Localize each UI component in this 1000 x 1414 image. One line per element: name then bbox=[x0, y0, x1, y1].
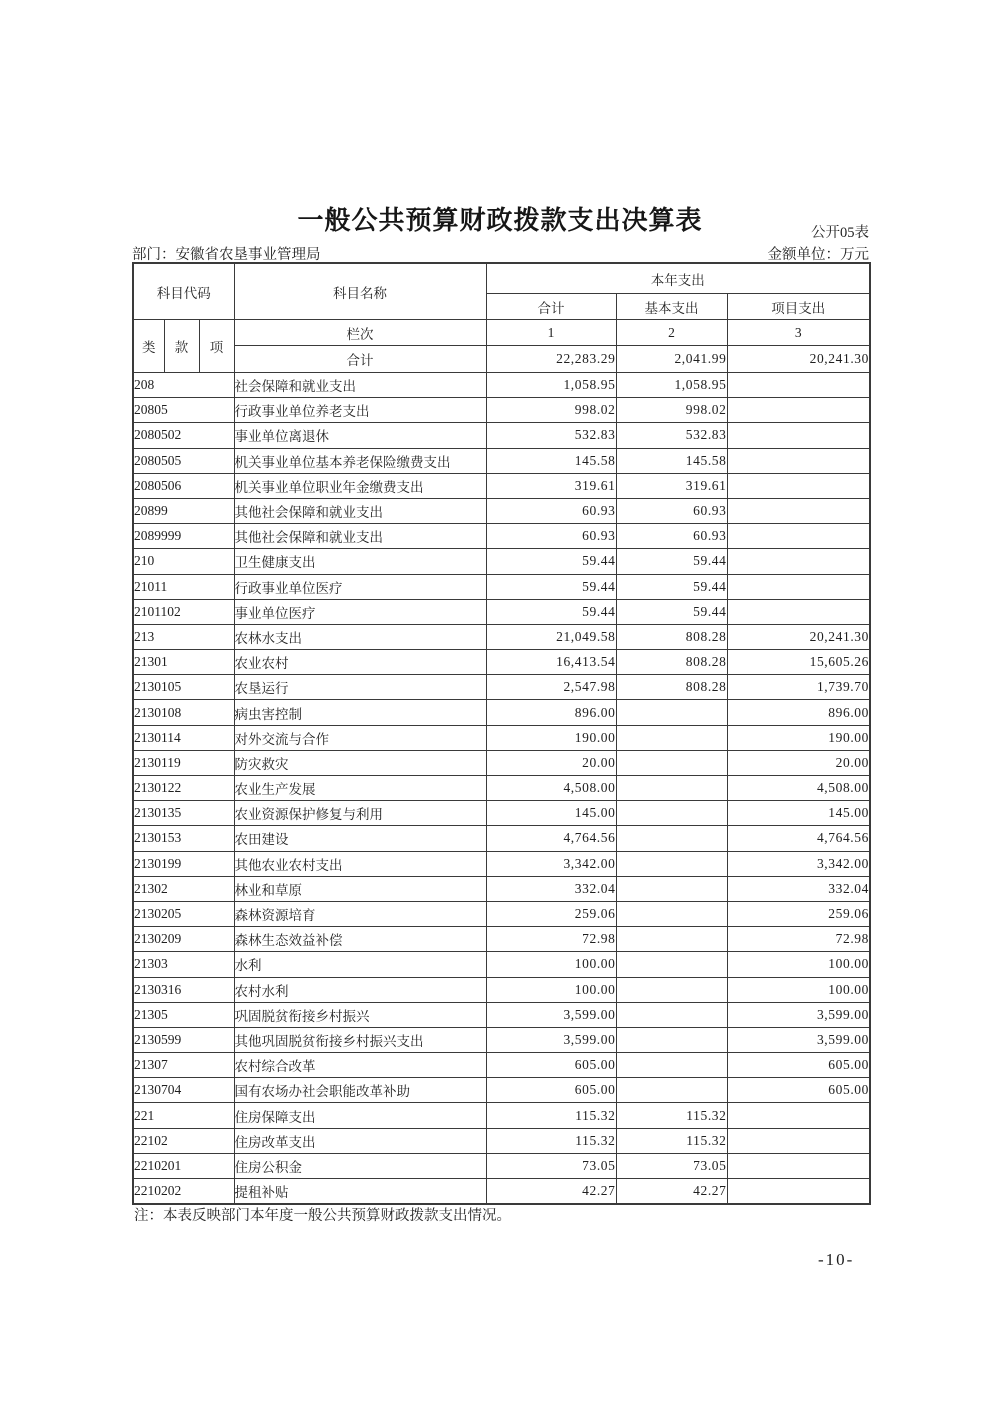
header-subject-name: 科目名称 bbox=[234, 263, 486, 320]
row-code-cell: 2210201 bbox=[133, 1153, 234, 1178]
row-name-cell: 事业单位医疗 bbox=[234, 599, 486, 624]
row-code-cell: 22102 bbox=[133, 1128, 234, 1153]
grand-total-project: 20,241.30 bbox=[727, 346, 870, 373]
row-basic-cell: 532.83 bbox=[616, 423, 727, 448]
row-basic-cell: 808.28 bbox=[616, 675, 727, 700]
row-total-cell: 896.00 bbox=[486, 700, 616, 725]
row-name-cell: 住房改革支出 bbox=[234, 1128, 486, 1153]
row-name-cell: 防灾救灾 bbox=[234, 750, 486, 775]
row-name-cell: 农村综合改革 bbox=[234, 1053, 486, 1078]
row-name-cell: 其他巩固脱贫衔接乡村振兴支出 bbox=[234, 1027, 486, 1052]
table-row bbox=[133, 398, 870, 423]
row-basic-cell bbox=[616, 1053, 727, 1078]
row-project-cell bbox=[727, 1128, 870, 1153]
row-name-cell: 林业和草原 bbox=[234, 876, 486, 901]
row-basic-cell bbox=[616, 826, 727, 851]
row-code-cell: 21301 bbox=[133, 650, 234, 675]
header-section: 款 bbox=[164, 320, 199, 373]
row-total-cell: 59.44 bbox=[486, 574, 616, 599]
row-name-cell: 其他农业农村支出 bbox=[234, 851, 486, 876]
row-code-cell: 208 bbox=[133, 373, 234, 398]
row-project-cell bbox=[727, 524, 870, 549]
row-name-cell: 农业农村 bbox=[234, 650, 486, 675]
row-name-cell: 农田建设 bbox=[234, 826, 486, 851]
row-basic-cell: 59.44 bbox=[616, 574, 727, 599]
table-row bbox=[133, 1128, 870, 1153]
row-name-cell: 农垦运行 bbox=[234, 675, 486, 700]
table-row bbox=[133, 952, 870, 977]
row-project-cell: 100.00 bbox=[727, 952, 870, 977]
row-name-cell: 水利 bbox=[234, 952, 486, 977]
row-total-cell: 115.32 bbox=[486, 1103, 616, 1128]
grand-total-basic: 2,041.99 bbox=[616, 346, 727, 373]
expense-table bbox=[132, 262, 871, 1205]
row-basic-cell: 808.28 bbox=[616, 624, 727, 649]
row-total-cell: 332.04 bbox=[486, 876, 616, 901]
row-project-cell: 20.00 bbox=[727, 750, 870, 775]
row-code-cell: 2130209 bbox=[133, 927, 234, 952]
row-code-cell: 2130704 bbox=[133, 1078, 234, 1103]
row-basic-cell bbox=[616, 776, 727, 801]
table-row bbox=[133, 725, 870, 750]
row-project-cell bbox=[727, 1153, 870, 1178]
header-subject-code: 科目代码 bbox=[133, 263, 234, 320]
row-total-cell: 59.44 bbox=[486, 549, 616, 574]
table-row bbox=[133, 826, 870, 851]
row-total-cell: 605.00 bbox=[486, 1053, 616, 1078]
row-basic-cell bbox=[616, 1078, 727, 1103]
row-basic-cell bbox=[616, 901, 727, 926]
row-project-cell: 3,599.00 bbox=[727, 1027, 870, 1052]
table-row bbox=[133, 624, 870, 649]
row-name-cell: 巩固脱贫衔接乡村振兴 bbox=[234, 1002, 486, 1027]
row-name-cell: 森林资源培育 bbox=[234, 901, 486, 926]
row-total-cell: 259.06 bbox=[486, 901, 616, 926]
row-basic-cell bbox=[616, 725, 727, 750]
header-total: 合计 bbox=[486, 294, 616, 320]
row-total-cell: 3,599.00 bbox=[486, 1027, 616, 1052]
table-row bbox=[133, 700, 870, 725]
table-row bbox=[133, 650, 870, 675]
row-name-cell: 住房保障支出 bbox=[234, 1103, 486, 1128]
row-name-cell: 其他社会保障和就业支出 bbox=[234, 498, 486, 523]
table-row bbox=[133, 1002, 870, 1027]
row-project-cell: 332.04 bbox=[727, 876, 870, 901]
row-project-cell: 190.00 bbox=[727, 725, 870, 750]
row-basic-cell: 59.44 bbox=[616, 599, 727, 624]
row-basic-cell bbox=[616, 750, 727, 775]
row-name-cell: 住房公积金 bbox=[234, 1153, 486, 1178]
row-project-cell: 145.00 bbox=[727, 801, 870, 826]
table-row bbox=[133, 498, 870, 523]
row-total-cell: 3,342.00 bbox=[486, 851, 616, 876]
header-col2: 2 bbox=[616, 320, 727, 346]
row-basic-cell: 808.28 bbox=[616, 650, 727, 675]
table-header bbox=[133, 263, 870, 373]
row-name-cell: 行政事业单位医疗 bbox=[234, 574, 486, 599]
row-code-cell: 2130153 bbox=[133, 826, 234, 851]
row-name-cell: 事业单位离退休 bbox=[234, 423, 486, 448]
header-item: 项 bbox=[199, 320, 234, 373]
row-total-cell: 100.00 bbox=[486, 977, 616, 1002]
row-project-cell bbox=[727, 549, 870, 574]
row-project-cell bbox=[727, 1103, 870, 1128]
unit-line: 金额单位：万元 bbox=[767, 247, 869, 263]
row-name-cell: 病虫害控制 bbox=[234, 700, 486, 725]
row-project-cell: 605.00 bbox=[727, 1078, 870, 1103]
row-total-cell: 3,599.00 bbox=[486, 1002, 616, 1027]
row-total-cell: 998.02 bbox=[486, 398, 616, 423]
table-row bbox=[133, 373, 870, 398]
row-total-cell: 73.05 bbox=[486, 1153, 616, 1178]
row-project-cell: 259.06 bbox=[727, 901, 870, 926]
header-col1: 1 bbox=[486, 320, 616, 346]
row-project-cell: 4,764.56 bbox=[727, 826, 870, 851]
row-basic-cell: 115.32 bbox=[616, 1128, 727, 1153]
row-basic-cell: 60.93 bbox=[616, 498, 727, 523]
row-name-cell: 农业生产发展 bbox=[234, 776, 486, 801]
row-code-cell: 2080506 bbox=[133, 473, 234, 498]
row-basic-cell: 998.02 bbox=[616, 398, 727, 423]
table-row bbox=[133, 750, 870, 775]
row-code-cell: 2130105 bbox=[133, 675, 234, 700]
row-total-cell: 145.00 bbox=[486, 801, 616, 826]
row-project-cell bbox=[727, 473, 870, 498]
page-number: -10- bbox=[818, 1250, 855, 1269]
row-code-cell: 2089999 bbox=[133, 524, 234, 549]
row-project-cell: 3,342.00 bbox=[727, 851, 870, 876]
row-basic-cell: 115.32 bbox=[616, 1103, 727, 1128]
row-name-cell: 农村水利 bbox=[234, 977, 486, 1002]
row-code-cell: 2130122 bbox=[133, 776, 234, 801]
table-row bbox=[133, 599, 870, 624]
table-row bbox=[133, 776, 870, 801]
row-name-cell: 农林水支出 bbox=[234, 624, 486, 649]
row-name-cell: 行政事业单位养老支出 bbox=[234, 398, 486, 423]
row-code-cell: 21302 bbox=[133, 876, 234, 901]
row-basic-cell bbox=[616, 977, 727, 1002]
table-row bbox=[133, 801, 870, 826]
row-code-cell: 213 bbox=[133, 624, 234, 649]
row-code-cell: 2080505 bbox=[133, 448, 234, 473]
row-name-cell: 国有农场办社会职能改革补助 bbox=[234, 1078, 486, 1103]
row-total-cell: 20.00 bbox=[486, 750, 616, 775]
header-current-year-expense: 本年支出 bbox=[486, 263, 870, 294]
row-total-cell: 72.98 bbox=[486, 927, 616, 952]
doc-title: 一般公共预算财政拨款支出决算表 bbox=[297, 205, 703, 236]
row-code-cell: 210 bbox=[133, 549, 234, 574]
row-basic-cell: 60.93 bbox=[616, 524, 727, 549]
row-code-cell: 21307 bbox=[133, 1053, 234, 1078]
row-basic-cell bbox=[616, 801, 727, 826]
row-code-cell: 2210202 bbox=[133, 1179, 234, 1204]
row-total-cell: 2,547.98 bbox=[486, 675, 616, 700]
table-row bbox=[133, 574, 870, 599]
table-row bbox=[133, 675, 870, 700]
row-basic-cell: 59.44 bbox=[616, 549, 727, 574]
meta-line bbox=[132, 243, 869, 264]
row-project-cell: 1,739.70 bbox=[727, 675, 870, 700]
row-total-cell: 21,049.58 bbox=[486, 624, 616, 649]
table-row bbox=[133, 473, 870, 498]
header-basic-expense: 基本支出 bbox=[616, 294, 727, 320]
table-row bbox=[133, 1053, 870, 1078]
grand-total-total: 22,283.29 bbox=[486, 346, 616, 373]
row-total-cell: 190.00 bbox=[486, 725, 616, 750]
row-code-cell: 21305 bbox=[133, 1002, 234, 1027]
table-row bbox=[133, 1153, 870, 1178]
table-row bbox=[133, 977, 870, 1002]
table-row bbox=[133, 1179, 870, 1204]
row-name-cell: 机关事业单位职业年金缴费支出 bbox=[234, 473, 486, 498]
row-basic-cell bbox=[616, 700, 727, 725]
table-row bbox=[133, 1027, 870, 1052]
row-name-cell: 森林生态效益补偿 bbox=[234, 927, 486, 952]
row-basic-cell bbox=[616, 952, 727, 977]
header-col3: 3 bbox=[727, 320, 870, 346]
table-row bbox=[133, 927, 870, 952]
row-total-cell: 115.32 bbox=[486, 1128, 616, 1153]
row-name-cell: 其他社会保障和就业支出 bbox=[234, 524, 486, 549]
header-project-expense: 项目支出 bbox=[727, 294, 870, 320]
row-project-cell bbox=[727, 1179, 870, 1204]
row-total-cell: 319.61 bbox=[486, 473, 616, 498]
row-code-cell: 21011 bbox=[133, 574, 234, 599]
row-code-cell: 2130199 bbox=[133, 851, 234, 876]
row-project-cell bbox=[727, 599, 870, 624]
row-code-cell: 21303 bbox=[133, 952, 234, 977]
table-row bbox=[133, 851, 870, 876]
row-code-cell: 2130119 bbox=[133, 750, 234, 775]
table-row bbox=[133, 876, 870, 901]
table-row bbox=[133, 901, 870, 926]
row-name-cell: 农业资源保护修复与利用 bbox=[234, 801, 486, 826]
row-basic-cell: 145.58 bbox=[616, 448, 727, 473]
row-basic-cell bbox=[616, 1027, 727, 1052]
row-name-cell: 提租补贴 bbox=[234, 1179, 486, 1204]
header-class: 类 bbox=[133, 320, 164, 373]
row-project-cell: 4,508.00 bbox=[727, 776, 870, 801]
row-name-cell: 社会保障和就业支出 bbox=[234, 373, 486, 398]
row-basic-cell bbox=[616, 876, 727, 901]
header-column-label: 栏次 bbox=[234, 320, 486, 346]
row-total-cell: 1,058.95 bbox=[486, 373, 616, 398]
row-code-cell: 2101102 bbox=[133, 599, 234, 624]
row-basic-cell: 42.27 bbox=[616, 1179, 727, 1204]
row-project-cell bbox=[727, 498, 870, 523]
table-row bbox=[133, 549, 870, 574]
row-project-cell: 3,599.00 bbox=[727, 1002, 870, 1027]
row-total-cell: 4,764.56 bbox=[486, 826, 616, 851]
row-code-cell: 2130108 bbox=[133, 700, 234, 725]
row-basic-cell: 319.61 bbox=[616, 473, 727, 498]
form-number: 公开05表 bbox=[811, 225, 869, 241]
row-project-cell: 605.00 bbox=[727, 1053, 870, 1078]
row-total-cell: 145.58 bbox=[486, 448, 616, 473]
row-total-cell: 605.00 bbox=[486, 1078, 616, 1103]
department-line: 部门：安徽省农垦事业管理局 bbox=[132, 247, 321, 263]
table-row bbox=[133, 1078, 870, 1103]
row-project-cell: 896.00 bbox=[727, 700, 870, 725]
row-code-cell: 2130599 bbox=[133, 1027, 234, 1052]
row-code-cell: 221 bbox=[133, 1103, 234, 1128]
row-code-cell: 2130135 bbox=[133, 801, 234, 826]
row-name-cell: 对外交流与合作 bbox=[234, 725, 486, 750]
row-name-cell: 机关事业单位基本养老保险缴费支出 bbox=[234, 448, 486, 473]
row-total-cell: 59.44 bbox=[486, 599, 616, 624]
row-basic-cell: 1,058.95 bbox=[616, 373, 727, 398]
row-code-cell: 20805 bbox=[133, 398, 234, 423]
row-total-cell: 60.93 bbox=[486, 524, 616, 549]
row-basic-cell bbox=[616, 1002, 727, 1027]
table-row bbox=[133, 423, 870, 448]
table-body bbox=[133, 373, 870, 1204]
row-project-cell bbox=[727, 574, 870, 599]
row-project-cell: 15,605.26 bbox=[727, 650, 870, 675]
row-total-cell: 4,508.00 bbox=[486, 776, 616, 801]
row-project-cell: 72.98 bbox=[727, 927, 870, 952]
row-name-cell: 卫生健康支出 bbox=[234, 549, 486, 574]
row-code-cell: 2130316 bbox=[133, 977, 234, 1002]
row-code-cell: 2130114 bbox=[133, 725, 234, 750]
grand-total-label: 合计 bbox=[234, 346, 486, 373]
table-row bbox=[133, 524, 870, 549]
row-total-cell: 16,413.54 bbox=[486, 650, 616, 675]
row-code-cell: 2130205 bbox=[133, 901, 234, 926]
row-project-cell bbox=[727, 373, 870, 398]
row-code-cell: 2080502 bbox=[133, 423, 234, 448]
row-total-cell: 42.27 bbox=[486, 1179, 616, 1204]
row-basic-cell: 73.05 bbox=[616, 1153, 727, 1178]
table-row bbox=[133, 1103, 870, 1128]
row-project-cell bbox=[727, 448, 870, 473]
row-project-cell bbox=[727, 423, 870, 448]
row-total-cell: 532.83 bbox=[486, 423, 616, 448]
row-basic-cell bbox=[616, 927, 727, 952]
row-total-cell: 60.93 bbox=[486, 498, 616, 523]
table-row bbox=[133, 448, 870, 473]
row-project-cell: 20,241.30 bbox=[727, 624, 870, 649]
row-basic-cell bbox=[616, 851, 727, 876]
table-note: 注：本表反映部门本年度一般公共预算财政拨款支出情况。 bbox=[134, 1208, 511, 1224]
row-code-cell: 20899 bbox=[133, 498, 234, 523]
row-project-cell: 100.00 bbox=[727, 977, 870, 1002]
row-total-cell: 100.00 bbox=[486, 952, 616, 977]
row-project-cell bbox=[727, 398, 870, 423]
